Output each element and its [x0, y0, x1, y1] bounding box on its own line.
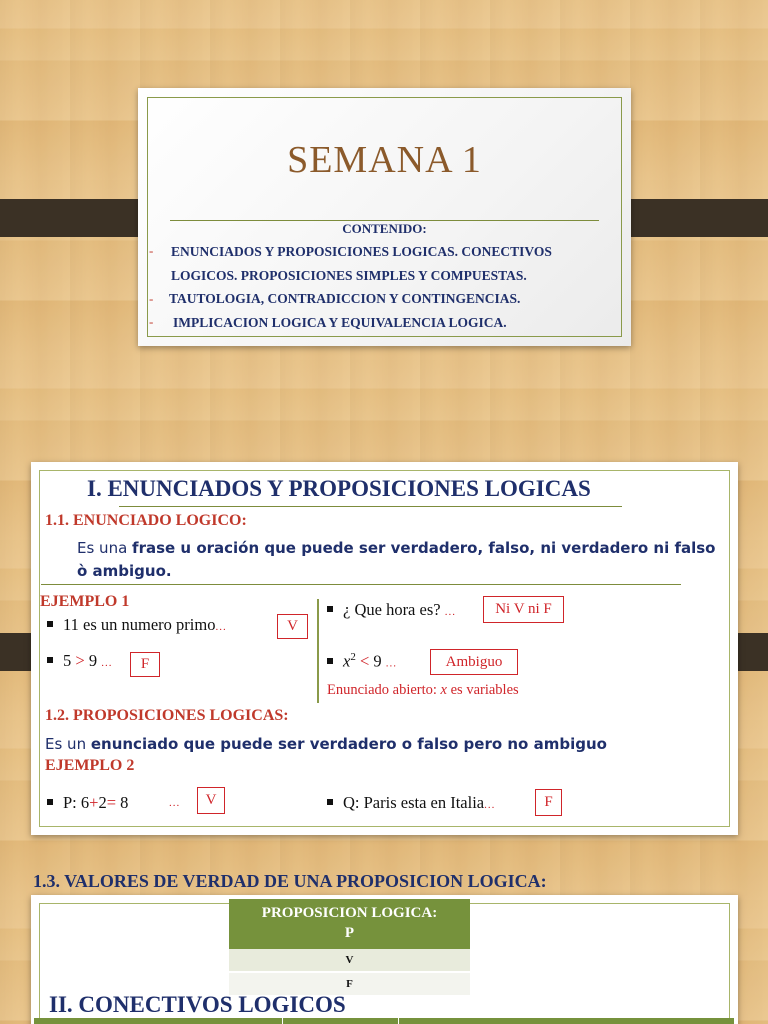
- answer-box: Ambiguo: [430, 649, 518, 675]
- item-text: 2: [98, 793, 107, 812]
- answer-box: V: [197, 787, 225, 814]
- example-item: [47, 615, 227, 635]
- list-dash: -: [149, 291, 154, 306]
- item-text: 11 es un numero primo: [63, 615, 216, 634]
- bullet-icon: [327, 606, 333, 612]
- example-item: [327, 793, 495, 813]
- example-item: [327, 651, 397, 672]
- dotted-leader: ...: [385, 657, 398, 670]
- definition-continuation: ò ambiguo.: [77, 562, 172, 580]
- definition-underline: [41, 584, 681, 585]
- column-divider: [317, 599, 319, 703]
- section-heading: I. ENUNCIADOS Y PROPOSICIONES LOGICAS: [87, 476, 591, 501]
- definition-proposicion: [45, 735, 607, 753]
- operator: +: [89, 793, 99, 812]
- item-text: ¿ Que hora es?: [343, 600, 441, 619]
- dotted-leader: ...: [484, 799, 496, 811]
- section-title-1-3: 1.3. VALORES DE VERDAD DE UNA PROPOSICION LOGICA:: [33, 871, 547, 891]
- note-text: Enunciado abierto:: [327, 682, 441, 698]
- list-dash: -: [149, 314, 154, 329]
- open-statement-note: [327, 682, 519, 699]
- contenido-item: LOGICOS. PROPOSICIONES SIMPLES Y COMPUESTAS.: [171, 268, 527, 283]
- dotted-leader: ...: [444, 606, 456, 618]
- definition-bold: frase u oración que puede ser verdadero, falso, ni verdadero ni falso: [132, 539, 716, 557]
- exponent: 2: [350, 651, 356, 663]
- dotted-leader: ...: [101, 657, 113, 669]
- example-item: [47, 651, 112, 671]
- example-1-label: EJEMPLO 1: [40, 593, 130, 610]
- dotted-leader: ...: [215, 621, 227, 633]
- definition-plain: Es una: [77, 539, 133, 557]
- operator: <: [359, 651, 370, 671]
- dotted-leader: ...: [169, 797, 181, 809]
- operator: >: [75, 651, 85, 670]
- item-text: Q: Paris esta en Italia: [343, 793, 485, 812]
- variable: x: [440, 682, 447, 698]
- example-2-label: EJEMPLO 2: [45, 757, 135, 774]
- header-line: PROPOSICION LOGICA:: [261, 905, 438, 921]
- bullet-icon: [47, 621, 53, 627]
- answer-box: V: [277, 614, 308, 639]
- bullet-icon: [327, 658, 333, 664]
- operator: =: [106, 793, 117, 812]
- note-text: es variables: [446, 682, 519, 698]
- answer-box: F: [535, 789, 562, 816]
- pin-left-top: [0, 199, 155, 237]
- list-dash: -: [149, 243, 154, 258]
- truth-table-row: F: [229, 973, 470, 995]
- answer-box: Ni V ni F: [483, 596, 564, 623]
- table-column-separator: [282, 1018, 283, 1024]
- table-column-separator: [398, 1018, 399, 1024]
- pin-right-top: [613, 199, 768, 237]
- variable: x: [343, 651, 351, 671]
- contenido-item: IMPLICACION LOGICA Y EQUIVALENCIA LOGICA.: [173, 315, 507, 330]
- item-text: 9: [369, 651, 382, 671]
- conectivos-table-top: [34, 1018, 734, 1024]
- slide-title: SEMANA 1: [287, 139, 482, 181]
- truth-table-row: V: [229, 949, 470, 971]
- contenido-item: ENUNCIADOS Y PROPOSICIONES LOGICAS. CONECTIVOS: [171, 244, 552, 259]
- truth-table-header: [229, 899, 470, 949]
- contenido-label: CONTENIDO:: [342, 221, 427, 236]
- item-text: P: 6: [63, 793, 90, 812]
- bullet-icon: [327, 799, 333, 805]
- answer-box: F: [130, 652, 160, 677]
- example-item: [47, 793, 128, 813]
- slide-enunciados: [31, 462, 738, 835]
- definition-plain: Es un: [45, 735, 91, 753]
- section-heading-conectivos: II. CONECTIVOS LOGICOS: [49, 992, 346, 1017]
- slide-semana-1: [138, 88, 631, 346]
- example-item: [327, 600, 456, 620]
- bullet-icon: [47, 799, 53, 805]
- definition-enunciado: [77, 539, 715, 557]
- item-text: 9: [84, 651, 98, 670]
- subsection-title-1-2: 1.2. PROPOSICIONES LOGICAS:: [45, 707, 289, 724]
- item-text: 8: [116, 793, 129, 812]
- slide-valores-verdad: [31, 895, 738, 1024]
- heading-underline: [119, 506, 622, 507]
- header-line: P: [344, 925, 355, 941]
- bullet-icon: [47, 657, 53, 663]
- item-text: 5: [63, 651, 76, 670]
- contenido-item: TAUTOLOGIA, CONTRADICCION Y CONTINGENCIAS.: [169, 291, 521, 306]
- subsection-title-1-1: 1.1. ENUNCIADO LOGICO:: [45, 512, 247, 529]
- definition-bold: enunciado que puede ser verdadero o falso pero no ambiguo: [90, 735, 607, 753]
